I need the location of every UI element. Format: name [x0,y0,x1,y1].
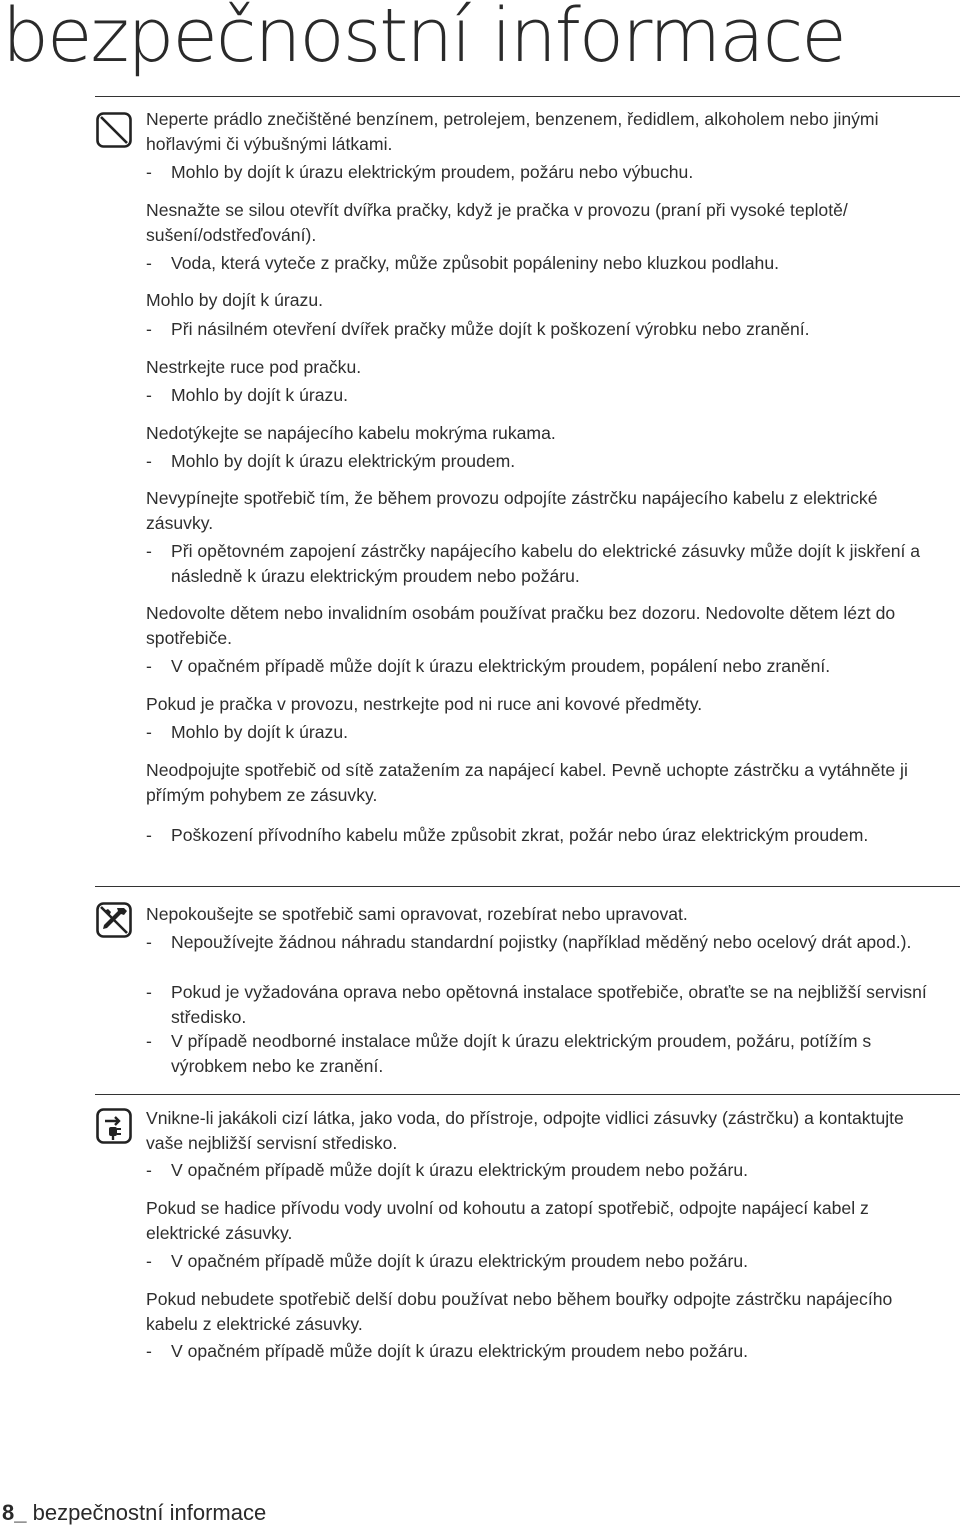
bullet-dash: - [146,162,152,182]
bullet-dash: - [146,1251,152,1271]
section-divider [95,96,960,97]
section-divider [95,886,960,887]
prohibited-icon [96,112,132,148]
paragraph: Nesnažte se silou otevřít dvířka pračky, když je pračka v provozu (praní při vysoké teplotě/ sušení/odstřeďování). [146,200,848,245]
bullet-item [146,980,936,1029]
paragraph: Pokud nebudete spotřebič delší dobu používat nebo během bouřky odpojte zástrčku napájecího kabelu z elektrické zásuvky. [146,1289,893,1334]
bullet-dash: - [146,825,152,845]
paragraph: Nedovolte dětem nebo invalidním osobám používat pračku bez dozoru. Nedovolte dětem lézt do spotřebiče. [146,603,896,648]
bullet-item [146,720,936,745]
section-divider [95,1094,960,1095]
bullet-item [146,1339,936,1364]
bullet-text: V opačném případě může dojít k úrazu elektrickým proudem nebo požáru. [171,1341,748,1361]
bullet-dash: - [146,932,152,952]
bullet-dash: - [146,722,152,742]
bullet-item [146,654,936,679]
bullet-text: Pokud je vyžadována oprava nebo opětovná instalace spotřebiče, obraťte se na nejbližší servisní středisko. [171,982,927,1027]
page-number: 8_ [2,1500,27,1525]
paragraph: Vnikne-li jakákoli cizí látka, jako voda, do přístroje, odpojte vidlici zásuvky (zástrčku) a kontaktujte vaše nejbližší servisní středisko. [146,1108,904,1153]
bullet-text: Mohlo by dojít k úrazu elektrickým proudem, požáru nebo výbuchu. [171,162,694,182]
paragraph: Nestrkejte ruce pod pračku. [146,357,362,377]
bullet-text: V opačném případě může dojít k úrazu elektrickým proudem nebo požáru. [171,1251,748,1271]
paragraph: Pokud se hadice přívodu vody uvolní od kohoutu a zatopí spotřebič, odpojte napájecí kabel z elektrické zásuvky. [146,1198,869,1243]
bullet-dash: - [146,656,152,676]
bullet-item [146,449,936,474]
bullet-text: Nepoužívejte žádnou náhradu standardní pojistky (například měděný nebo ocelový drát apod.). [171,932,912,952]
bullet-dash: - [146,1160,152,1180]
bullet-text: V opačném případě může dojít k úrazu elektrickým proudem nebo požáru. [171,1160,748,1180]
footer-section-name: bezpečnostní informace [32,1500,267,1525]
bullet-text: V opačném případě může dojít k úrazu elektrickým proudem, popálení nebo zranění. [171,656,831,676]
paragraph: Nedotýkejte se napájecího kabelu mokrýma rukama. [146,423,556,443]
bullet-item [146,1249,936,1274]
paragraph: Neperte prádlo znečištěné benzínem, petrolejem, benzenem, ředidlem, alkoholem nebo jinými hořlavými či výbušnými látkami. [146,109,879,154]
bullet-dash: - [146,1031,152,1051]
bullet-dash: - [146,1341,152,1361]
paragraph: Neodpojujte spotřebič od sítě zatažením za napájecí kabel. Pevně uchopte zástrčku a vytáhněte ji přímým pohybem ze zásuvky. [146,760,908,805]
bullet-text: Mohlo by dojít k úrazu. [171,385,349,405]
unplug-icon [96,1108,132,1144]
bullet-text: Mohlo by dojít k úrazu elektrickým proudem. [171,451,516,471]
paragraph: Nevypínejte spotřebič tím, že během provozu odpojíte zástrčku napájecího kabelu z elektrické zásuvky. [146,488,878,533]
bullet-item [146,160,936,185]
bullet-text: Mohlo by dojít k úrazu. [171,722,349,742]
bullet-dash: - [146,451,152,471]
bullet-item [146,317,936,342]
bullet-dash: - [146,253,152,273]
bullet-dash: - [146,385,152,405]
bullet-item [146,251,936,276]
bullet-item [146,1158,936,1183]
bullet-item [146,823,936,848]
bullet-item [146,1029,936,1078]
bullet-text: Při násilném otevření dvířek pračky může dojít k poškození výrobku nebo zranění. [171,319,810,339]
bullet-dash: - [146,982,152,1002]
bullet-text: Poškození přívodního kabelu může způsobit zkrat, požár nebo úraz elektrickým proudem. [171,825,869,845]
paragraph: Pokud je pračka v provozu, nestrkejte pod ni ruce ani kovové předměty. [146,694,703,714]
paragraph: Mohlo by dojít k úrazu. [146,290,324,310]
bullet-text: Při opětovném zapojení zástrčky napájecího kabelu do elektrické zásuvky může dojít k jiskření a následně k úrazu elektrickým proudem nebo požáru. [171,541,921,586]
bullet-text: V případě neodborné instalace může dojít k úrazu elektrickým proudem, požáru, potížím s výrobkem nebo ke zranění. [171,1031,872,1076]
bullet-item [146,930,936,955]
bullet-dash: - [146,319,152,339]
bullet-dash: - [146,541,152,561]
disassembly-prohibited-icon [96,902,132,938]
paragraph: Nepokoušejte se spotřebič sami opravovat, rozebírat nebo upravovat. [146,904,688,924]
bullet-item [146,383,936,408]
bullet-item [146,539,936,588]
page-footer [2,1499,266,1527]
bullet-text: Voda, která vyteče z pračky, může způsobit popáleniny nebo kluzkou podlahu. [171,253,780,273]
page-title: bezpečnostní informace [2,0,845,79]
